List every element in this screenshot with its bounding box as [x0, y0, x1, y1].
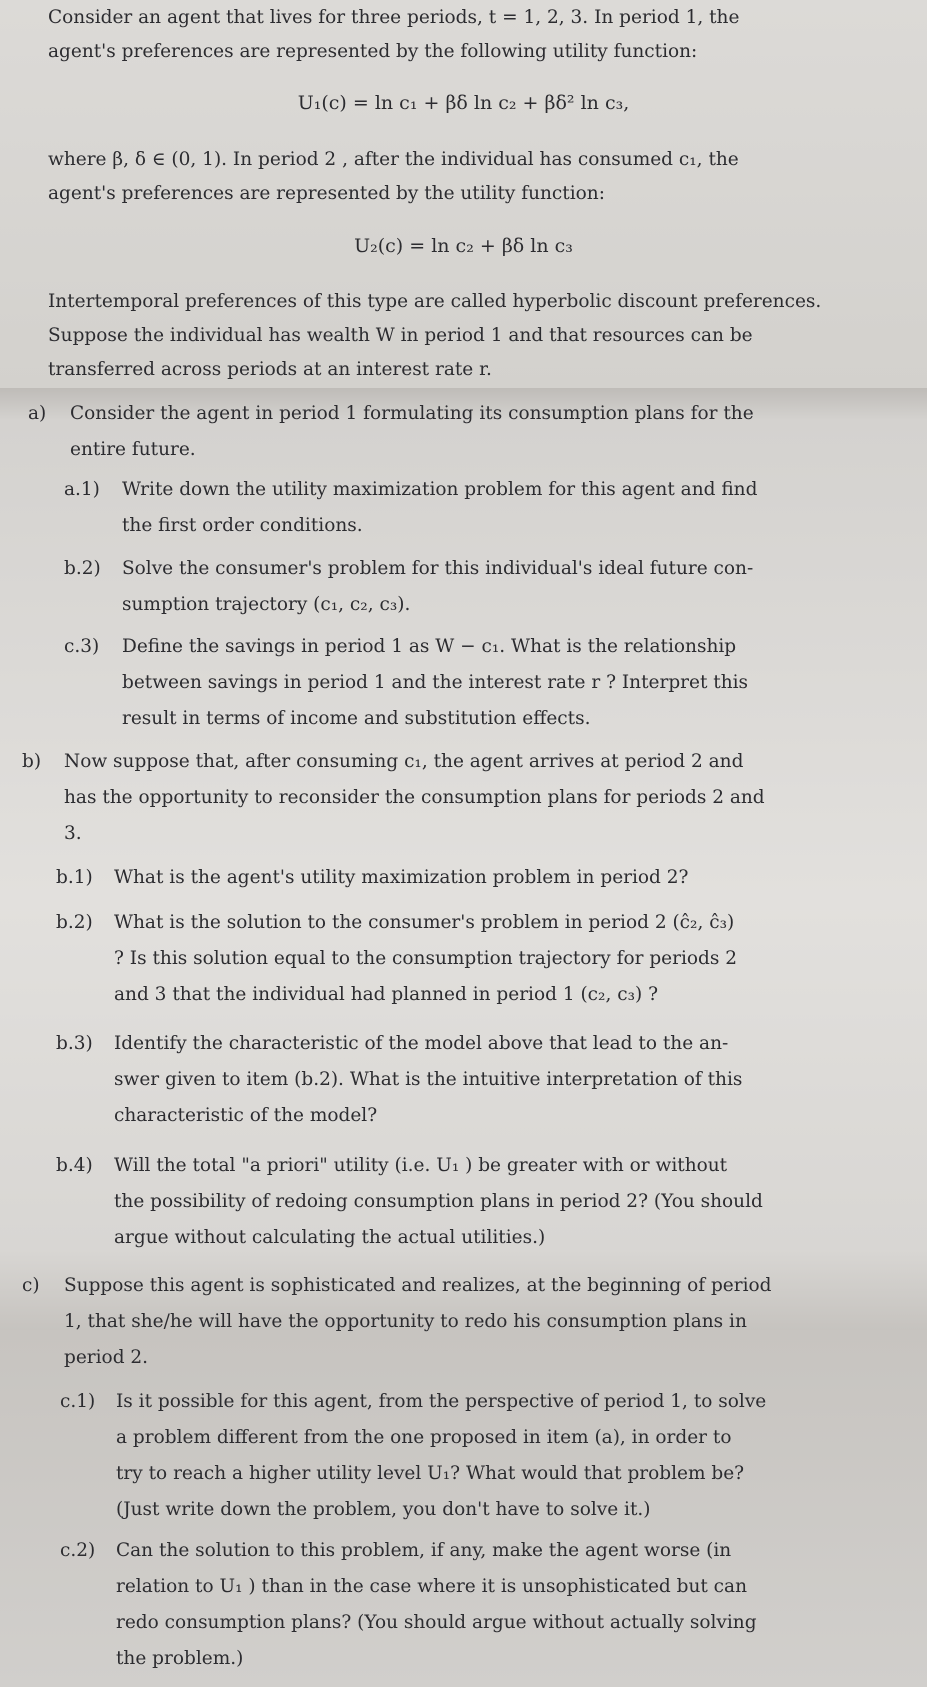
question-line: the problem.) [116, 1648, 244, 1669]
question-line: Solve the consumer's problem for this individual's ideal future con- [122, 558, 754, 579]
question-label: c.3) [64, 636, 100, 657]
question-label: b.1) [56, 867, 93, 888]
question-label: b.2) [64, 558, 101, 579]
question-label: a) [28, 403, 47, 424]
question-line: has the opportunity to reconsider the consumption plans for periods 2 and [64, 787, 765, 808]
question-line: a problem different from the one proposed in item (a), in order to [116, 1427, 732, 1448]
question-label: c.2) [60, 1540, 96, 1561]
question-line: between savings in period 1 and the interest rate r ? Interpret this [122, 672, 749, 693]
question-line: Identify the characteristic of the model above that lead to the an- [114, 1033, 729, 1054]
question-line: the first order conditions. [122, 515, 363, 536]
question-label: c.1) [60, 1391, 96, 1412]
question-line: and 3 that the individual had planned in period 1 (c₂, c₃) ? [114, 984, 659, 1005]
question-line: 1, that she/he will have the opportunity to redo his consumption plans in [64, 1311, 747, 1332]
question-label: b) [22, 751, 42, 772]
question-b4 [56, 1148, 916, 1256]
question-line: result in terms of income and substitution effects. [122, 708, 591, 729]
question-label: b.4) [56, 1155, 93, 1176]
question-line: sumption trajectory (c₁, c₂, c₃). [122, 594, 411, 615]
question-line: What is the solution to the consumer's problem in period 2 (ĉ₂, ĉ₃) [114, 912, 735, 933]
question-line: 3. [64, 823, 82, 844]
question-line: characteristic of the model? [114, 1105, 378, 1126]
question-label: a.1) [64, 479, 100, 500]
question-line: period 2. [64, 1347, 149, 1368]
intro-line-4: agent's preferences are represented by the utility function: [48, 183, 605, 204]
question-line: (Just write down the problem, you don't have to solve it.) [116, 1499, 651, 1520]
question-line: Suppose this agent is sophisticated and realizes, at the beginning of period [64, 1275, 772, 1296]
question-line: Define the savings in period 1 as W − c₁. What is the relationship [122, 636, 737, 657]
question-c1 [60, 1384, 920, 1528]
question-line: argue without calculating the actual utilities.) [114, 1227, 546, 1248]
intro-line-7: transferred across periods at an interest rate r. [48, 359, 492, 380]
equation-u1: U₁(c) = ln c₁ + βδ ln c₂ + βδ² ln c₃, [297, 92, 630, 114]
equation-u2: U₂(c) = ln c₂ + βδ ln c₃ [354, 235, 573, 257]
question-line: swer given to item (b.2). What is the intuitive interpretation of this [114, 1069, 743, 1090]
question-line: Consider the agent in period 1 formulating its consumption plans for the [70, 403, 754, 424]
question-b2 [56, 905, 916, 1013]
question-line: Write down the utility maximization problem for this agent and find [122, 479, 758, 500]
intro-line-5: Intertemporal preferences of this type are called hyperbolic discount preferences. [48, 291, 822, 312]
question-line: Now suppose that, after consuming c₁, the agent arrives at period 2 and [64, 751, 744, 772]
question-c2 [60, 1533, 920, 1677]
question-c [22, 1268, 912, 1376]
question-a2 [64, 551, 914, 623]
intro-line-1: Consider an agent that lives for three periods, t = 1, 2, 3. In period 1, the [48, 7, 740, 28]
question-line: What is the agent's utility maximization problem in period 2? [114, 867, 689, 888]
question-b3 [56, 1026, 916, 1134]
question-label: c) [22, 1275, 40, 1296]
question-a3 [64, 629, 914, 737]
question-line: ? Is this solution equal to the consumption trajectory for periods 2 [114, 948, 738, 969]
question-line: the possibility of redoing consumption plans in period 2? (You should [114, 1191, 763, 1212]
question-label: b.3) [56, 1033, 93, 1054]
question-line: redo consumption plans? (You should argue without actually solving [116, 1612, 757, 1633]
question-line: relation to U₁ ) than in the case where it is unsophisticated but can [116, 1576, 747, 1597]
question-a1 [64, 472, 914, 544]
question-line: Can the solution to this problem, if any, make the agent worse (in [116, 1540, 732, 1561]
intro-line-3: where β, δ ∈ (0, 1). In period 2 , after the individual has consumed c₁, the [48, 149, 739, 170]
question-line: Is it possible for this agent, from the perspective of period 1, to solve [116, 1391, 767, 1412]
intro-line-2: agent's preferences are represented by the following utility function: [48, 41, 698, 62]
question-label: b.2) [56, 912, 93, 933]
question-line: Will the total "a priori" utility (i.e. U₁ ) be greater with or without [114, 1155, 728, 1176]
question-a [28, 396, 908, 468]
question-line: try to reach a higher utility level U₁? What would that problem be? [116, 1463, 745, 1484]
question-b [22, 744, 912, 852]
question-b1 [56, 860, 916, 896]
intro-line-6: Suppose the individual has wealth W in period 1 and that resources can be [48, 325, 753, 346]
question-line: entire future. [70, 439, 196, 460]
